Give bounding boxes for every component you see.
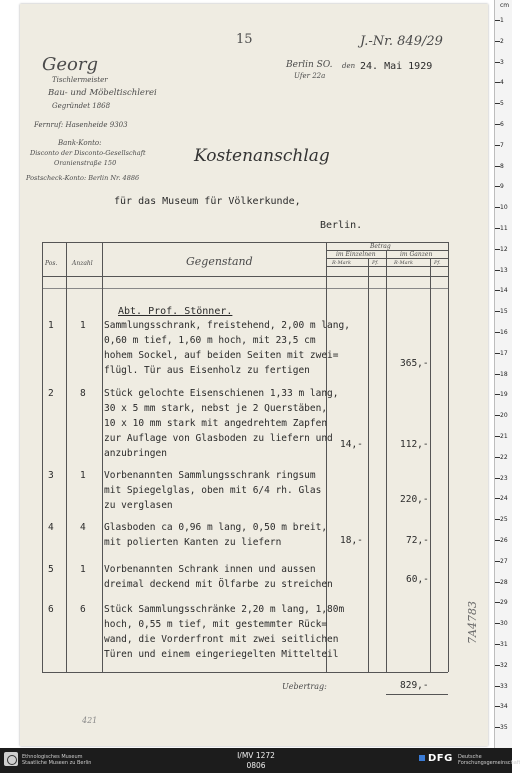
row-qty: 4	[80, 522, 86, 533]
ruler-label: 8	[500, 162, 504, 170]
ruler-label: 23	[500, 474, 508, 482]
letterhead-founded: Gegründet 1868	[52, 102, 111, 110]
ruler-label: 34	[500, 703, 508, 711]
ruler-label: 28	[500, 578, 508, 586]
recipient-line1: für das Museum für Völkerkunde,	[114, 196, 301, 207]
reference-code-annotation: J.-Nr. 849/29	[360, 34, 443, 49]
document-heading: Kostenanschlag	[194, 146, 330, 166]
page-identifier: 0806	[246, 761, 266, 770]
row-description-line: anzubringen	[104, 448, 167, 459]
row-pos: 5	[48, 564, 54, 575]
ruler-label: 25	[500, 516, 508, 524]
column-header-rmark-1: R-Mark	[332, 260, 351, 266]
ruler-label: 24	[500, 495, 508, 503]
row-description-line: dreimal deckend mit Ölfarbe zu streichen	[104, 579, 333, 590]
row-description-line: 10 x 10 mm stark mit angedrehtem Zapfen	[104, 418, 328, 429]
row-unit-price: 18,-	[340, 535, 363, 546]
row-description-line: flügl. Tür aus Eisenholz zu fertigen	[104, 365, 310, 376]
letterhead-bank-line1: Disconto der Disconto-Gesellschaft	[30, 149, 146, 157]
ruler-label: 17	[500, 349, 508, 357]
column-header-rmark-2: R-Mark	[394, 260, 413, 266]
row-description-line: zur Auflage von Glasboden zu liefern und	[104, 433, 333, 444]
column-header-einzelnen: im Einzelnen	[336, 251, 376, 258]
ruler-label: 10	[500, 204, 508, 212]
column-header-pf-1: Pf.	[372, 260, 379, 266]
column-header-pos: Pos.	[45, 260, 58, 267]
row-total: 72,-	[406, 535, 429, 546]
row-qty: 1	[80, 320, 86, 331]
ruler-unit: cm	[500, 2, 510, 9]
ruler-label: 31	[500, 641, 508, 648]
row-description-line: Stück gelochte Eisenschienen 1,33 m lang,	[104, 388, 339, 399]
page-number-annotation: 15	[236, 32, 253, 47]
ruler-label: 3	[500, 58, 504, 66]
funder-name-line2: Forschungsgemeinschaft	[458, 760, 520, 766]
ruler-label: 30	[500, 620, 508, 628]
row-description-line: Stück Sammlungsschränke 2,20 m lang, 1,80m	[104, 604, 345, 615]
row-description-line: 30 x 5 mm stark, nebst je 2 Querstäben,	[104, 403, 328, 414]
institution-name: Ethnologisches Museum	[22, 754, 83, 760]
side-pencil-note: 7A4783	[466, 601, 479, 644]
place-city: Berlin SO.	[286, 60, 333, 70]
letterhead-trade: Bau- und Möbeltischlerei	[48, 88, 157, 98]
letterhead-bank-label: Bank-Konto:	[58, 139, 102, 147]
ruler-label: 27	[500, 557, 508, 565]
ruler-label: 18	[500, 370, 508, 378]
ruler-label: 21	[500, 433, 508, 440]
letterhead-postcheck: Postscheck-Konto: Berlin Nr. 4886	[26, 174, 140, 182]
ruler-label: 4	[500, 79, 504, 87]
funder-logo: DFG	[428, 753, 453, 764]
row-description-line: wand, die Vorderfront mit zwei seitlichen	[104, 634, 339, 645]
row-total: 220,-	[400, 494, 429, 505]
row-description-line: Vorbenannten Sammlungsschrank ringsum	[104, 470, 316, 481]
company-name: Georg	[42, 54, 98, 75]
ruler-label: 13	[500, 266, 508, 274]
row-description-line: zu verglasen	[104, 500, 173, 511]
ruler-label: 1	[500, 17, 504, 24]
carry-over-label: Uebertrag:	[282, 682, 327, 691]
ruler-label: 5	[500, 100, 504, 108]
row-description-line: Glasboden ca 0,96 m lang, 0,50 m breit,	[104, 522, 328, 533]
funder-name-line1: Deutsche	[458, 754, 482, 760]
row-pos: 2	[48, 388, 54, 399]
ruler-label: 20	[500, 412, 508, 420]
ruler-label: 32	[500, 661, 508, 669]
footer-bar	[0, 748, 520, 773]
ruler-label: 9	[500, 183, 504, 191]
place-address: Ufer 22a	[294, 72, 326, 80]
letterhead-title: Tischlermeister	[52, 76, 108, 84]
column-header-betrag: Betrag	[370, 243, 391, 250]
row-description-line: Türen und einem eingeriegelten Mittelteil	[104, 649, 339, 660]
quote-document-page	[20, 4, 488, 746]
ruler-label: 15	[500, 308, 508, 316]
row-qty: 6	[80, 604, 86, 615]
row-description-line: hohem Sockel, auf beiden Seiten mit zwei=	[104, 350, 339, 361]
date-word: den	[342, 62, 356, 70]
row-description-line: hoch, 0,55 m tief, mit gestemmter Rück=	[104, 619, 328, 630]
ruler-label: 35	[500, 724, 508, 732]
ruler-label: 26	[500, 537, 508, 544]
row-qty: 1	[80, 564, 86, 575]
ruler-label: 22	[500, 453, 508, 461]
row-total: 60,-	[406, 574, 429, 585]
carry-over-total: 829,-	[400, 680, 429, 691]
ruler-label: 6	[500, 121, 504, 128]
column-header-gegenstand: Gegenstand	[186, 255, 253, 268]
bottom-pencil-note: 421	[82, 716, 98, 725]
row-pos: 1	[48, 320, 54, 331]
letterhead-phone: Fernruf: Hasenheide 9303	[34, 121, 128, 129]
ruler-label: 33	[500, 682, 508, 690]
row-pos: 6	[48, 604, 54, 615]
institution-subtitle: Staatliche Museen zu Berlin	[22, 760, 92, 766]
row-description-line: mit Spiegelglas, oben mit 6/4 rh. Glas	[104, 485, 322, 496]
ruler-label: 16	[500, 329, 508, 336]
row-description-line: 0,60 m tief, 1,60 m hoch, mit 23,5 cm	[104, 335, 316, 346]
row-description-line: mit polierten Kanten zu liefern	[104, 537, 282, 548]
ruler-label: 14	[500, 287, 508, 295]
row-total: 112,-	[400, 439, 429, 450]
column-header-ganzen: im Ganzen	[400, 251, 433, 258]
row-pos: 3	[48, 470, 54, 481]
row-unit-price: 14,-	[340, 439, 363, 450]
ruler-label: 29	[500, 599, 508, 607]
ruler-label: 7	[500, 141, 504, 149]
row-total: 365,-	[400, 358, 429, 369]
row-qty: 8	[80, 388, 86, 399]
section-title: Abt. Prof. Stönner.	[118, 306, 233, 317]
shelfmark: I/MV 1272	[237, 751, 275, 760]
ruler-label: 2	[500, 37, 504, 45]
row-qty: 1	[80, 470, 86, 481]
letterhead-bank-line2: Oranienstraße 150	[54, 159, 117, 167]
measurement-ruler	[494, 0, 512, 748]
ruler-label: 11	[500, 225, 508, 232]
row-description-line: Sammlungsschrank, freistehend, 2,00 m lang,	[104, 320, 350, 331]
row-description-line: Vorbenannten Schrank innen und aussen	[104, 564, 316, 575]
row-pos: 4	[48, 522, 54, 533]
column-header-anzahl: Anzahl	[72, 260, 93, 267]
column-header-pf-2: Pf.	[434, 260, 441, 266]
ruler-label: 19	[500, 391, 508, 399]
letter-date: 24. Mai 1929	[360, 61, 433, 72]
ruler-label: 12	[500, 245, 508, 253]
recipient-line2: Berlin.	[320, 220, 363, 231]
